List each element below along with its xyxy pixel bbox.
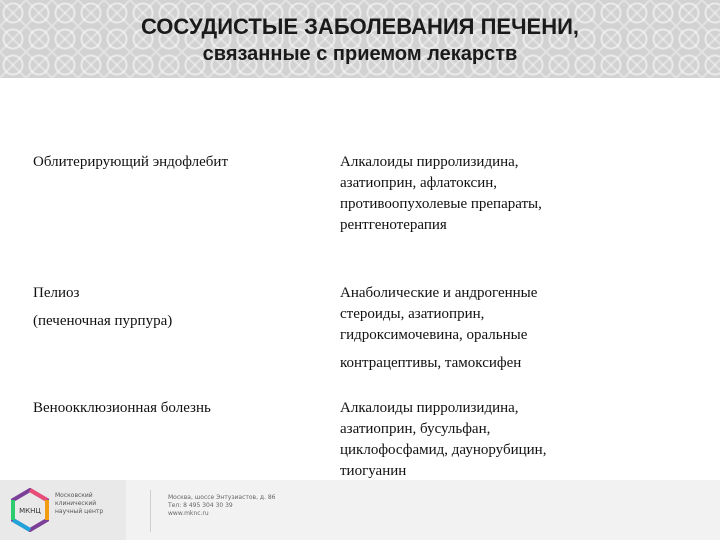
table-row-1-disease: [33, 152, 333, 173]
header-banner: [0, 0, 720, 78]
phone-line: Тел: 8 495 304 30 39: [168, 502, 233, 509]
hexagon-logo-icon: [8, 488, 52, 532]
table-row-3-causes: [340, 398, 670, 482]
footer: [0, 480, 720, 540]
logo: [0, 480, 126, 540]
cause-line: стероиды, азатиоприн,: [340, 306, 485, 322]
logo-line: научный центр: [55, 508, 104, 515]
cause-line: азатиоприн, афлатоксин,: [340, 175, 498, 191]
table-row-3-disease: [33, 398, 333, 419]
page-subtitle: связанные с приемом лекарств: [202, 43, 518, 65]
table-row-2-disease: [33, 283, 333, 332]
table-row-1-causes: [340, 152, 670, 236]
cause-line: рентгенотерапия: [340, 217, 447, 233]
cause-line: Алкалоиды пирролизидина,: [340, 400, 519, 416]
logo-line: клинический: [55, 500, 97, 507]
cause-line: тиогуанин: [340, 463, 407, 479]
logo-caption: [55, 492, 125, 516]
disease-line: (печеночная пурпура): [33, 313, 173, 329]
disease-line: Облитерирующий эндофлебит: [33, 154, 229, 170]
cause-line: противоопухолевые препараты,: [340, 196, 542, 212]
page-title: СОСУДИСТЫЕ ЗАБОЛЕВАНИЯ ПЕЧЕНИ,: [140, 14, 580, 39]
website-link[interactable]: www.mknc.ru: [168, 510, 209, 517]
cause-line: контрацептивы, тамоксифен: [340, 355, 522, 371]
disease-line: Веноокклюзионная болезнь: [33, 400, 211, 416]
logo-line: Московский: [55, 492, 93, 499]
cause-line: Алкалоиды пирролизидина,: [340, 154, 519, 170]
footer-divider: [150, 490, 151, 532]
address-line: Москва, шоссе Энтузиастов, д. 86: [168, 494, 276, 501]
cause-line: гидроксимочевина, оральные: [340, 327, 528, 343]
table-row-2-causes: [340, 283, 670, 374]
contact-address: [168, 494, 368, 518]
disease-line: Пелиоз: [33, 285, 80, 301]
cause-line: азатиоприн, бусульфан,: [340, 421, 491, 437]
logo-abbr: МКНЦ: [19, 507, 41, 515]
cause-line: Анаболические и андрогенные: [340, 285, 538, 301]
cause-line: циклофосфамид, даунорубицин,: [340, 442, 547, 458]
